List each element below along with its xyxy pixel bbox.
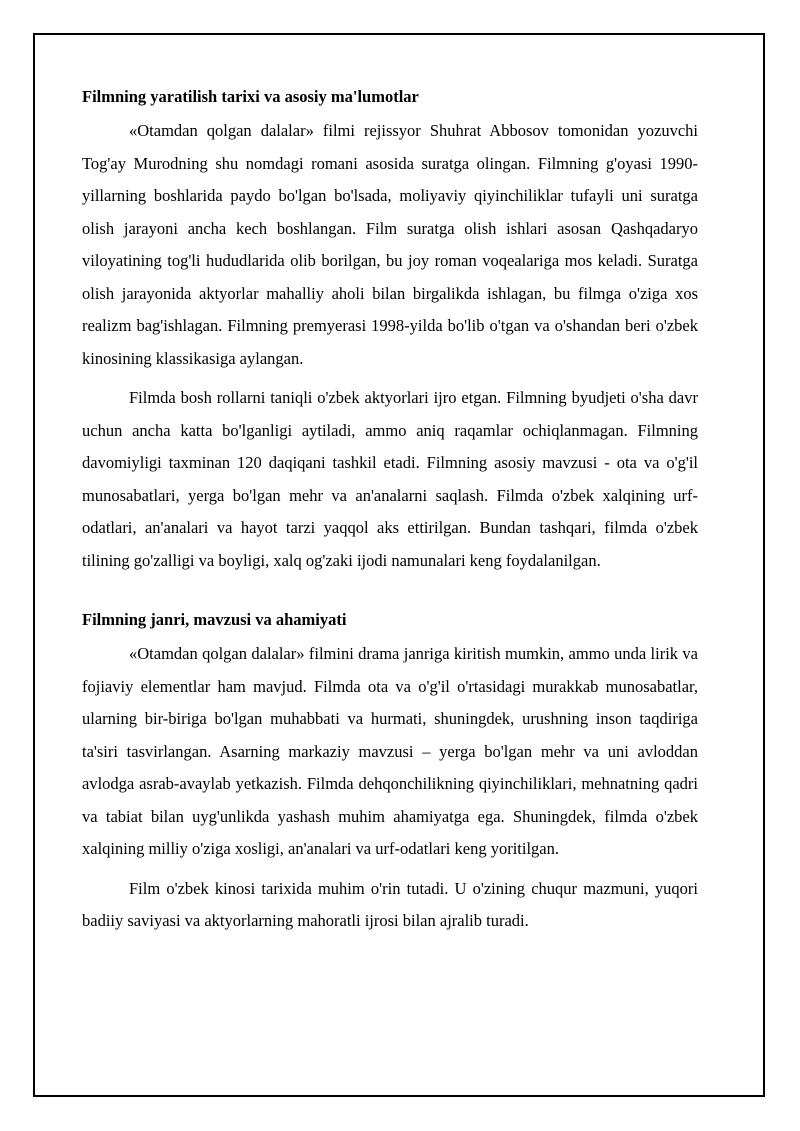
paragraph: «Otamdan qolgan dalalar» filmi rejissyor Shuhrat Abbosov tomonidan yozuvchi Tog'ay Murodning shu nomdagi romani asosida suratga olingan. Filmning g'oyasi 1990-yillarning boshlarida paydo bo'lgan bo'lsada, moliyaviy qiyinchiliklar tufayli uni suratga olish jarayoni ancha kech boshlangan. Film suratga olish ishlari asosan Qashqadaryo viloyatining tog'li hududlarida olib borilgan, bu joy roman voqealariga mos keladi. Suratga olish jarayonida aktyorlar mahalliy aholi bilan birgalikda ishlagan, bu filmga o'ziga xos realizm bag'ishlagan. Filmning premyerasi 1998-yilda bo'lib o'tgan va o'shandan beri o'zbek kinosining klassikasiga aylangan. (82, 121, 698, 368)
section-heading: Filmning janri, mavzusi va ahamiyati (82, 610, 347, 629)
section-history (82, 81, 698, 577)
paragraph: Filmda bosh rollarni taniqli o'zbek aktyorlari ijro etgan. Filmning byudjeti o'sha davr uchun ancha katta bo'lganligi aytiladi, ammo aniq raqamlar ochiqlanmagan. Filmning davomiyligi taxminan 120 daqiqani tashkil etadi. Filmning asosiy mavzusi - ota va o'g'il munosabatlari, yerga bo'lgan mehr va an'analarni saqlash. Filmda o'zbek xalqining urf-odatlari, an'analari va hayot tarzi yaqqol aks ettirilgan. Bundan tashqari, filmda o'zbek tilining go'zalligi va boyligi, xalq og'zaki ijodi namunalari keng foydalanilgan. (82, 388, 698, 570)
section-genre (82, 604, 698, 938)
section-heading: Filmning yaratilish tarixi va asosiy ma'lumotlar (82, 87, 419, 106)
section-spacer (82, 584, 698, 604)
paragraph: Film o'zbek kinosi tarixida muhim o'rin tutadi. U o'zining chuqur mazmuni, yuqori badiiy saviyasi va aktyorlarning mahoratli ijrosi bilan ajralib turadi. (82, 878, 698, 930)
paragraph: «Otamdan qolgan dalalar» filmini drama janriga kiritish mumkin, ammo unda lirik va fojiaviy elementlar ham mavjud. Filmda ota va o'g'il o'rtasidagi murakkab munosabatlar, ularning bir-biriga bo'lgan muhabbati va hurmati, shuningdek, urushning inson taqdiriga ta'siri tasvirlangan. Asarning markaziy mavzusi – yerga bo'lgan mehr va uni avloddan avlodga asrab-avaylab yetkazish. Filmda dehqonchilikning qiyinchiliklari, mehnatning qadri va tabiat bilan uyg'unlikda yashash muhim ahamiyatga ega. Shuningdek, filmda o'zbek xalqining milliy o'ziga xosligi, an'analari va urf-odatlari keng yoritilgan. (82, 644, 698, 858)
document-body (82, 81, 698, 945)
